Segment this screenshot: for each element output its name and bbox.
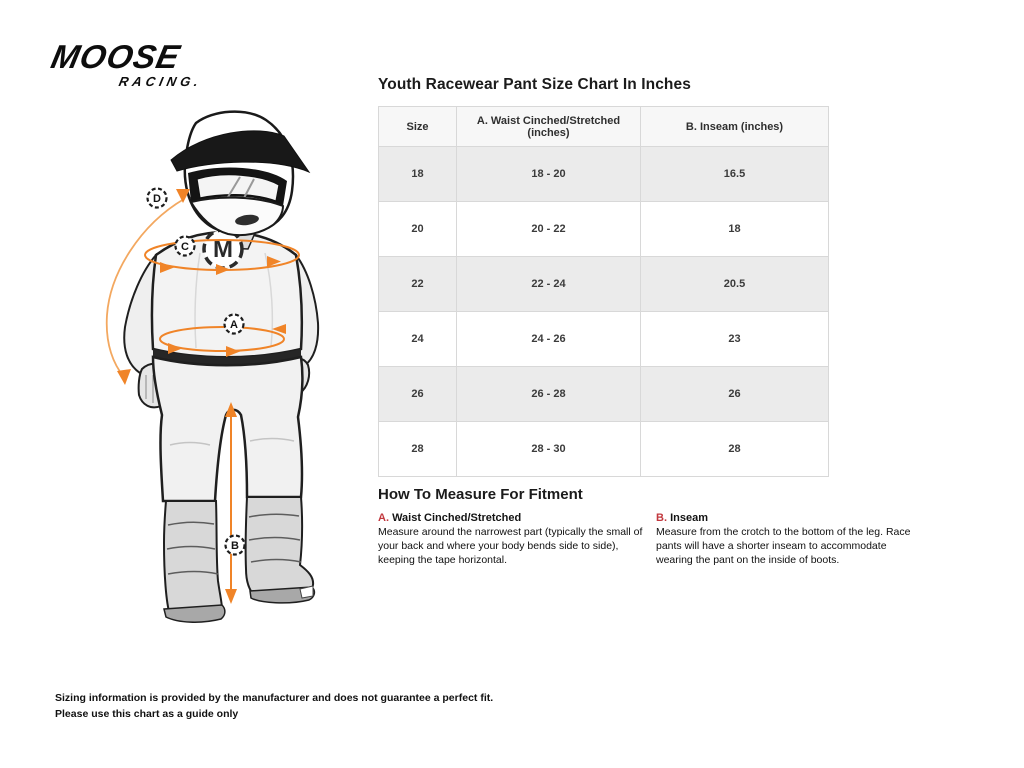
disclaimer-line-1: Sizing information is provided by the manufacturer and does not guarantee a perfect fit.: [55, 692, 494, 704]
cell-waist: 28 - 30: [457, 422, 641, 477]
measure-item-body: Measure around the narrowest part (typically the small of your back and where your body bends side to side), keeping the tape horizontal.: [378, 526, 643, 566]
measure-letter: B.: [656, 512, 667, 524]
measure-item-waist: [378, 512, 646, 568]
cell-inseam: 26: [641, 367, 829, 422]
cell-size: 28: [379, 422, 457, 477]
cell-size: 24: [379, 312, 457, 367]
svg-text:A: A: [230, 319, 238, 331]
table-row: [379, 257, 829, 312]
svg-text:C: C: [181, 241, 189, 253]
cell-inseam: 23: [641, 312, 829, 367]
cell-inseam: 18: [641, 202, 829, 257]
svg-text:B: B: [231, 540, 239, 552]
column-header-inseam: B. Inseam (inches): [641, 107, 829, 147]
measure-item-inseam: [656, 512, 924, 568]
chest-logo-letter: M: [213, 236, 233, 263]
size-chart-table: [378, 106, 829, 477]
measure-letter: A.: [378, 512, 389, 524]
table-row: [379, 202, 829, 257]
table-row: [379, 367, 829, 422]
boots: [164, 497, 314, 622]
column-header-size: Size: [379, 107, 457, 147]
cell-waist: 20 - 22: [457, 202, 641, 257]
cell-inseam: 20.5: [641, 257, 829, 312]
pants: [153, 357, 302, 501]
measure-item-body: Measure from the crotch to the bottom of the leg. Race pants will have a shorter inseam to accommodate wearing the pant on the inside of boots.: [656, 526, 911, 566]
table-header-row: [379, 107, 829, 147]
page-title: Youth Racewear Pant Size Chart In Inches: [378, 76, 691, 93]
measure-point-c-label: [176, 237, 195, 256]
table-row: [379, 147, 829, 202]
logo-wordmark: MOOSE: [48, 38, 184, 75]
column-header-waist: A. Waist Cinched/Stretched (inches): [457, 107, 641, 147]
svg-text:D: D: [153, 193, 161, 205]
cell-waist: 22 - 24: [457, 257, 641, 312]
cell-waist: 18 - 20: [457, 147, 641, 202]
how-to-measure-section: [378, 486, 928, 568]
logo-subtext: RACING.: [117, 74, 204, 89]
disclaimer-line-2: Please use this chart as a guide only: [55, 707, 239, 720]
inseam-measure-line: [225, 402, 237, 604]
chin-bar: [191, 198, 283, 236]
disclaimer: [55, 691, 493, 723]
cell-size: 22: [379, 257, 457, 312]
measure-point-a-label: [225, 315, 244, 334]
measure-item-title: [378, 512, 646, 524]
cell-inseam: 28: [641, 422, 829, 477]
moose-racing-logo: [48, 38, 204, 89]
table-row: [379, 312, 829, 367]
cell-size: 26: [379, 367, 457, 422]
measure-item-title: [656, 512, 924, 524]
measure-title-text: Waist Cinched/Stretched: [392, 512, 522, 524]
cell-size: 20: [379, 202, 457, 257]
helmet: [171, 112, 309, 236]
cell-inseam: 16.5: [641, 147, 829, 202]
rider-measurement-diagram: [50, 103, 350, 663]
measure-heading: How To Measure For Fitment: [378, 486, 583, 503]
cell-size: 18: [379, 147, 457, 202]
cell-waist: 26 - 28: [457, 367, 641, 422]
measure-point-b-label: [226, 536, 245, 555]
measure-title-text: Inseam: [670, 512, 708, 524]
cell-waist: 24 - 26: [457, 312, 641, 367]
table-row: [379, 422, 829, 477]
measure-point-d-label: [148, 189, 167, 208]
